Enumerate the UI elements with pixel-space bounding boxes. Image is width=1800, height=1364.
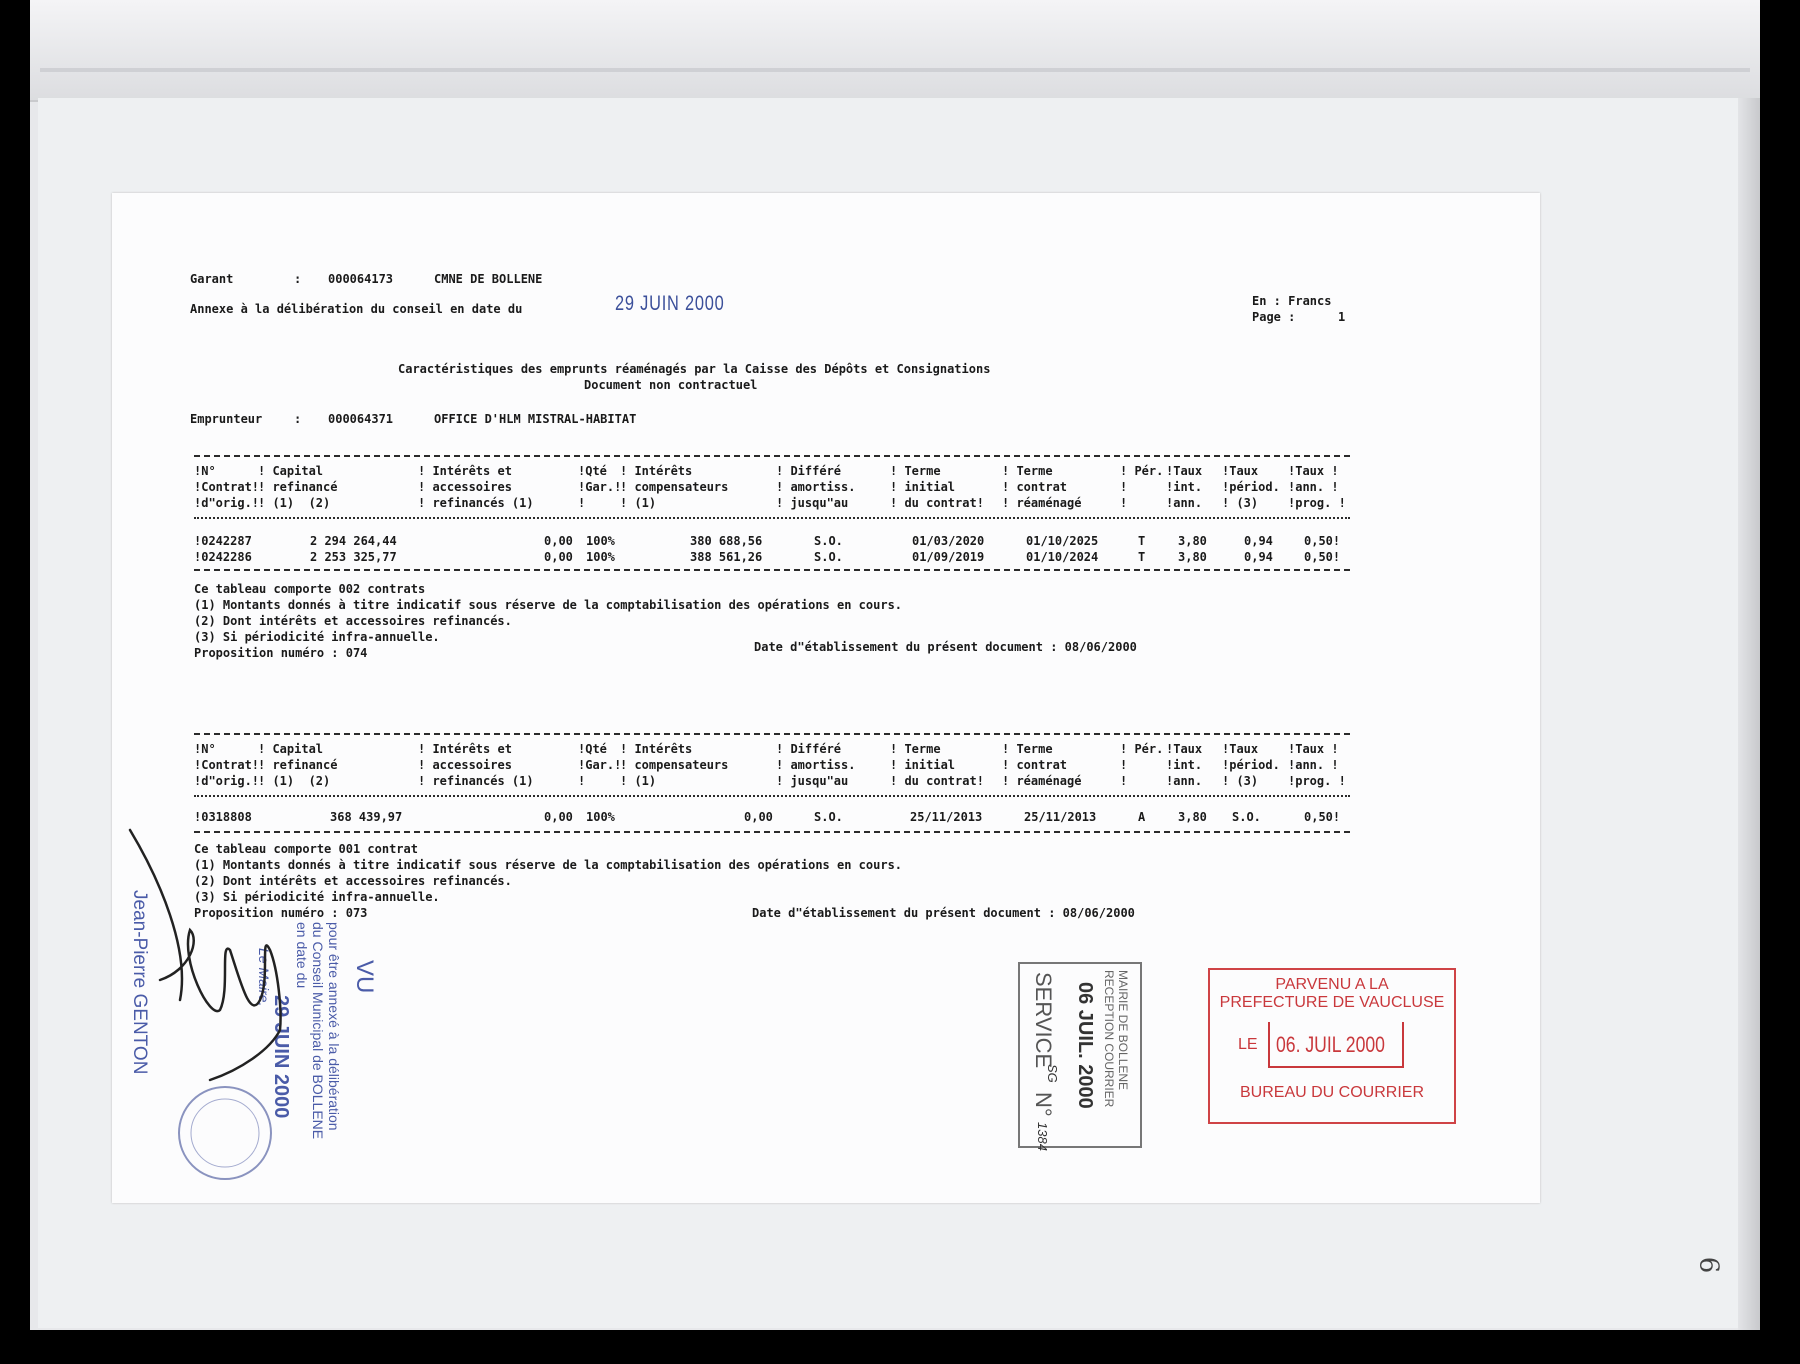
mairie-stamp-num-hand: 1384: [1035, 1122, 1050, 1151]
table1-header: [112, 463, 1540, 513]
table1-date-line: Date d"établissement du présent document : 08/06/2000: [754, 640, 1137, 654]
garant-label: Garant: [190, 272, 234, 286]
cell-qte: 100%: [586, 534, 615, 548]
mairie-stamp-line2: RECEPTION COURRIER: [1102, 970, 1116, 1108]
cell-qte: 100%: [586, 550, 615, 564]
pref-stamp-bureau: BUREAU DU COURRIER: [1239, 1084, 1424, 1101]
cell-compensateurs: 380 688,56: [690, 534, 763, 548]
table1-proposition: Proposition numéro : 074: [194, 646, 368, 660]
col-header-terme-initial: ! Terme ! initial ! du contrat!: [890, 742, 984, 788]
table1-header-rule: [194, 517, 1350, 519]
page-label: Page :: [1252, 310, 1296, 324]
col-header-qte: !Qté !Gar.! !: [578, 464, 622, 510]
table2-header: [112, 741, 1540, 791]
col-header-contrat: !N° !Contrat! !d"orig.!: [194, 464, 260, 510]
cell-terme-initial: 01/09/2019: [912, 550, 985, 564]
col-header-interets: ! Intérêts et ! accessoires ! refinancés (1): [418, 464, 534, 510]
cell-contrat: !0318808: [194, 810, 252, 824]
col-header-contrat: !N° !Contrat! !d"orig.!: [194, 742, 260, 788]
cell-taux-prog: 0,50!: [1304, 810, 1341, 824]
col-header-taux-int: !Taux !int. !ann.: [1166, 464, 1203, 510]
vu-stamp-date: 29 JUIN 2000: [270, 995, 292, 1119]
cell-taux-int: 3,80: [1178, 534, 1207, 548]
col-header-taux-prog: !Taux ! !ann. ! !prog. !: [1288, 742, 1346, 788]
table1-note-2: (2) Dont intérêts et accessoires refinancés.: [194, 614, 512, 628]
page-corner-mark: 6: [1693, 1256, 1724, 1274]
annexe-date-stamp: 29 JUIN 2000: [615, 292, 725, 315]
vu-stamp-line3: en date du: [294, 922, 310, 989]
vu-stamp-title: VU: [351, 960, 378, 994]
garant-number: 000064173: [328, 272, 394, 286]
col-header-capital: ! Capital ! refinancé ! (1) (2): [258, 742, 338, 788]
cell-terme-contrat: 01/10/2025: [1026, 534, 1099, 548]
mairie-stamp-date: 06 JUIL. 2000: [1074, 982, 1096, 1109]
col-header-compensateurs: ! Intérêts ! compensateurs ! (1): [620, 742, 729, 788]
cell-taux-period: 0,94: [1244, 534, 1273, 548]
pref-stamp-date: 06. JUIL 2000: [1276, 1032, 1385, 1057]
pref-stamp-line1: PARVENU A LA: [1275, 976, 1389, 993]
mairie-stamp-num-label: N°: [1031, 1092, 1056, 1117]
signatory-name: Jean-Pierre GENTON: [129, 890, 150, 1075]
cell-interets: 0,00: [544, 534, 573, 548]
col-header-taux-period: !Taux !périod. ! (3): [1222, 464, 1280, 510]
municipal-seal-icon: [170, 1078, 280, 1188]
table1-top-rule: [194, 455, 1350, 457]
cell-taux-int: 3,80: [1178, 810, 1207, 824]
cell-differe: S.O.: [814, 810, 843, 824]
garant-name: CMNE DE BOLLENE: [434, 272, 543, 286]
table2-note-count: Ce tableau comporte 001 contrat: [194, 842, 418, 856]
table2-proposition: Proposition numéro : 073: [194, 906, 368, 920]
col-header-per: ! Pér. ! !: [1120, 742, 1164, 788]
col-header-capital: ! Capital ! refinancé ! (1) (2): [258, 464, 338, 510]
page-number: 1: [1338, 310, 1346, 324]
cell-terme-contrat: 01/10/2024: [1026, 550, 1099, 564]
cell-contrat: !0242287: [194, 534, 252, 548]
vu-stamp-line1: pour être annexé à la délibération: [326, 922, 342, 1131]
cell-taux-prog: 0,50!: [1304, 534, 1341, 548]
vu-stamp-maire: Le Maire,: [256, 948, 272, 1007]
col-header-per: ! Pér. ! !: [1120, 464, 1164, 510]
table2-top-rule: [194, 733, 1350, 735]
cell-taux-period: 0,94: [1244, 550, 1273, 564]
col-header-compensateurs: ! Intérêts ! compensateurs ! (1): [620, 464, 729, 510]
table2-note-1: (1) Montants donnés à titre indicatif sous réserve de la comptabilisation des opérations en cours.: [194, 858, 903, 872]
mairie-stamp-line1: MAIRIE DE BOLLENE: [1116, 970, 1130, 1091]
table2-note-3: (3) Si périodicité infra-annuelle.: [194, 890, 440, 904]
cell-differe: S.O.: [814, 534, 843, 548]
col-header-terme-contrat: ! Terme ! contrat ! réaménagé: [1002, 464, 1082, 510]
mairie-reception-stamp: [1018, 962, 1142, 1151]
borrower-separator: :: [294, 412, 302, 426]
table2-note-2: (2) Dont intérêts et accessoires refinancés.: [194, 874, 512, 888]
cell-compensateurs: 388 561,26: [690, 550, 763, 564]
handwritten-signature: [120, 820, 290, 1090]
col-header-taux-period: !Taux !périod. ! (3): [1222, 742, 1280, 788]
pref-stamp-le: LE: [1238, 1036, 1258, 1053]
cell-per: T: [1138, 550, 1146, 564]
binder-fold-line: [40, 68, 1750, 72]
garant-separator: :: [294, 272, 302, 286]
cell-interets: 0,00: [544, 550, 573, 564]
cell-taux-prog: 0,50!: [1304, 550, 1341, 564]
borrower-label: Emprunteur: [190, 412, 263, 426]
cell-contrat: !0242286: [194, 550, 252, 564]
table1-note-1: (1) Montants donnés à titre indicatif sous réserve de la comptabilisation des opérations en cours.: [194, 598, 903, 612]
table1-bottom-rule: [194, 569, 1350, 571]
cell-taux-int: 3,80: [1178, 550, 1207, 564]
col-header-interets: ! Intérêts et ! accessoires ! refinancés (1): [418, 742, 534, 788]
cell-capital: 2 253 325,77: [310, 550, 397, 564]
borrower-number: 000064371: [328, 412, 394, 426]
binder-top-edge: [30, 0, 1760, 102]
table1-row: [112, 533, 1540, 549]
col-header-differe: ! Différé ! amortiss. ! jusqu"au: [776, 742, 856, 788]
mairie-stamp-service-hand: SG: [1045, 1064, 1060, 1083]
col-header-taux-prog: !Taux ! !ann. ! !prog. !: [1288, 464, 1346, 510]
document-subtitle: Document non contractuel: [584, 378, 758, 392]
cell-terme-initial: 25/11/2013: [910, 810, 983, 824]
table1-note-count: Ce tableau comporte 002 contrats: [194, 582, 426, 596]
col-header-differe: ! Différé ! amortiss. ! jusqu"au: [776, 464, 856, 510]
pref-stamp-line2: PREFECTURE DE VAUCLUSE: [1219, 994, 1445, 1011]
cell-compensateurs: 0,00: [744, 810, 773, 824]
cell-interets: 0,00: [544, 810, 573, 824]
cell-capital: 368 439,97: [330, 810, 403, 824]
col-header-qte: !Qté !Gar.! !: [578, 742, 622, 788]
annexe-text: Annexe à la délibération du conseil en date du: [190, 302, 523, 316]
cell-capital: 2 294 264,44: [310, 534, 397, 548]
borrower-name: OFFICE D'HLM MISTRAL-HABITAT: [434, 412, 637, 426]
col-header-taux-int: !Taux !int. !ann.: [1166, 742, 1203, 788]
table1-note-3: (3) Si périodicité infra-annuelle.: [194, 630, 440, 644]
col-header-terme-initial: ! Terme ! initial ! du contrat!: [890, 464, 984, 510]
col-header-terme-contrat: ! Terme ! contrat ! réaménagé: [1002, 742, 1082, 788]
page-right-fold: [1738, 98, 1760, 1330]
cell-per: T: [1138, 534, 1146, 548]
cell-taux-period: S.O.: [1232, 810, 1261, 824]
cell-terme-initial: 01/03/2020: [912, 534, 985, 548]
cell-differe: S.O.: [814, 550, 843, 564]
vu-stamp-line2: du Conseil Municipal de BOLLENE: [310, 922, 326, 1140]
currency-label: En : Francs: [1252, 294, 1332, 308]
cell-qte: 100%: [586, 810, 615, 824]
prefecture-reception-stamp: [1208, 968, 1456, 1124]
table1-row: [112, 549, 1540, 565]
mairie-stamp-service: SERVICE: [1031, 972, 1056, 1069]
table2-date-line: Date d"établissement du présent document : 08/06/2000: [752, 906, 1135, 920]
cell-per: A: [1138, 810, 1146, 824]
document-title: Caractéristiques des emprunts réaménagés par la Caisse des Dépôts et Consignations: [398, 362, 991, 376]
cell-terme-contrat: 25/11/2013: [1024, 810, 1097, 824]
